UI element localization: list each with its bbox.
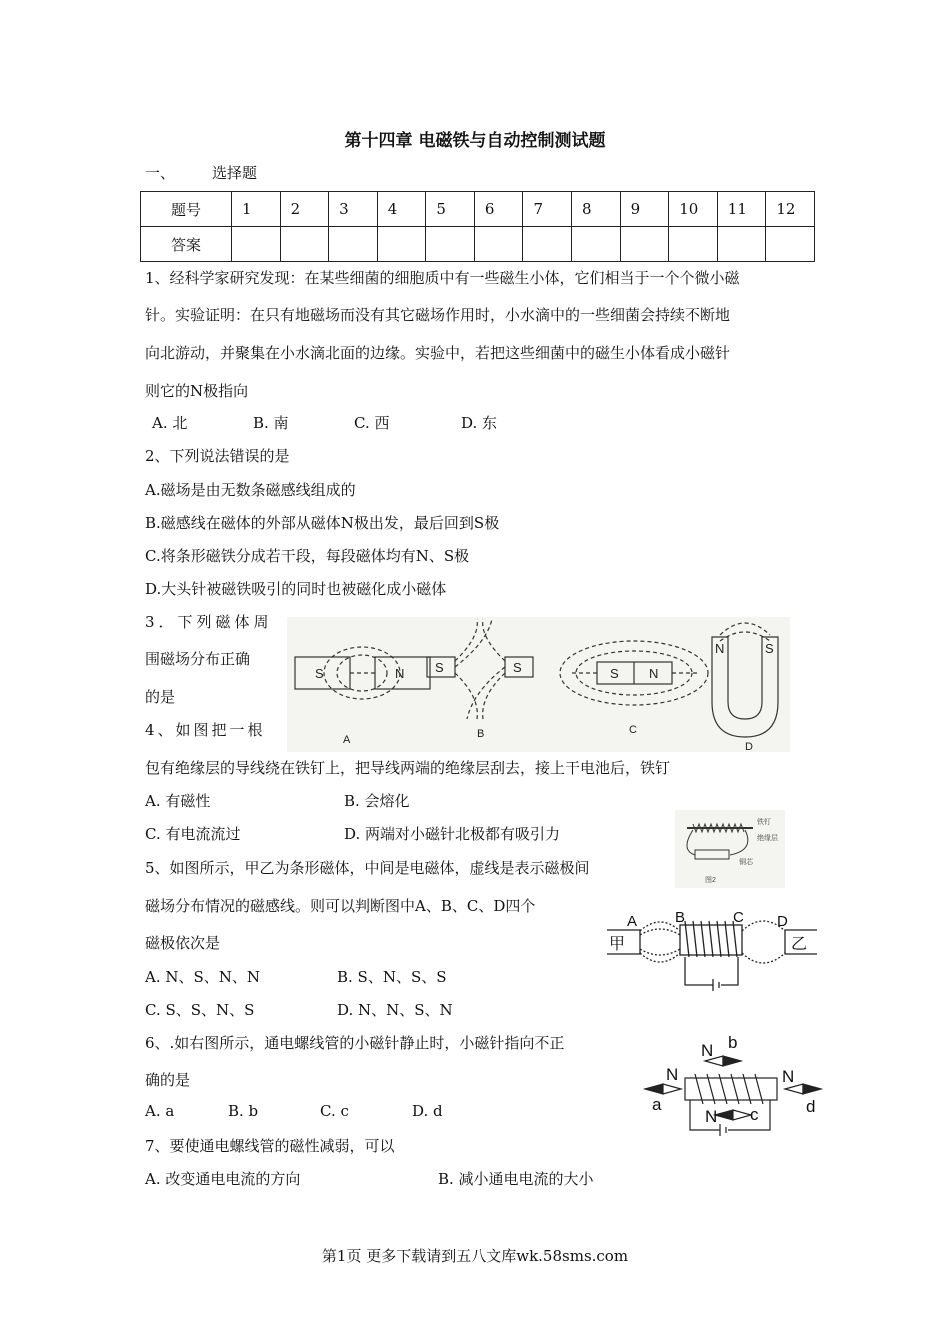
pole-label: N	[395, 666, 405, 681]
pole-label: S	[513, 660, 522, 675]
table-cell: 7	[523, 192, 572, 227]
answer-cell[interactable]	[717, 227, 766, 262]
figure-label-c: C	[629, 724, 637, 736]
table-cell: 4	[377, 192, 426, 227]
table-cell: 5	[426, 192, 475, 227]
pole-label-b: B	[675, 909, 686, 926]
needle-n-label: N	[705, 1107, 718, 1126]
answer-cell[interactable]	[523, 227, 572, 262]
q4-option-c: C. 有电流流过	[145, 825, 241, 843]
q2-option-d: D.大头针被磁铁吸引的同时也被磁化成小磁体	[145, 580, 447, 598]
answer-cell[interactable]	[426, 227, 475, 262]
q1-line: 1、经科学家研究发现：在某些细菌的细胞质中有一些磁生小体，它们相当于一个个微小磁	[145, 269, 740, 287]
answer-cell[interactable]	[377, 227, 426, 262]
q6-line: 6、.如右图所示，通电螺线管的小磁针静止时，小磁针指向不正	[145, 1034, 565, 1052]
q3-line: 的是	[145, 688, 176, 706]
answer-cell[interactable]	[620, 227, 669, 262]
q1-option-d: D. 东	[461, 414, 498, 432]
q7-option-b: B. 减小通电电流的大小	[438, 1170, 594, 1188]
answer-cell[interactable]	[280, 227, 329, 262]
table-cell: 2	[280, 192, 329, 227]
q4-option-d: D. 两端对小磁针北极都有吸引力	[344, 825, 561, 843]
q4-line: 4、如图把一根	[145, 721, 266, 739]
q1-option-c: C. 西	[354, 414, 390, 432]
q2-option-c: C.将条形磁铁分成若干段，每段磁体均有N、S极	[145, 547, 470, 565]
q1-line: 向北游动，并聚集在小水滴北面的边缘。实验中，若把这些细菌中的磁生小体看成小磁针	[145, 344, 731, 362]
magnet-label: 乙	[791, 934, 808, 953]
q4-line: 包有绝缘层的导线绕在铁钉上，把导线两端的绝缘层刮去，接上干电池后，铁钉	[145, 759, 671, 777]
needle-label-a: a	[652, 1095, 662, 1114]
q5-option-d: D. N、N、S、N	[337, 1001, 453, 1019]
q1-option-a: A. 北	[152, 414, 188, 432]
pole-label: S	[765, 641, 774, 656]
pole-label: N	[715, 641, 725, 656]
label-insulation: 绝缘层	[757, 835, 778, 842]
nail-coil-figure	[675, 810, 785, 888]
pole-label: S	[610, 666, 619, 681]
q5-option-c: C. S、S、N、S	[145, 1001, 255, 1019]
q6-option-c: C. c	[320, 1102, 349, 1120]
needle-n-label: N	[666, 1065, 679, 1084]
q1-line: 针。实验证明：在只有地磁场而没有其它磁场作用时，小水滴中的一些细菌会持续不断地	[145, 306, 731, 324]
q2-option-b: B.磁感线在磁体的外部从磁体N极出发，最后回到S极	[145, 514, 500, 532]
q6-option-d: D. d	[412, 1102, 443, 1120]
table-cell: 10	[669, 192, 718, 227]
q7-option-a: A. 改变通电电流的方向	[145, 1170, 301, 1188]
answer-table	[140, 191, 815, 262]
table-row-label: 题号	[141, 192, 232, 227]
needle-label-c: c	[750, 1105, 759, 1124]
q4-option-b: B. 会熔化	[344, 792, 410, 810]
pole-label-a: A	[627, 913, 638, 930]
q2-option-a: A.磁场是由无数条磁感线组成的	[145, 481, 356, 499]
table-cell: 3	[329, 192, 378, 227]
table-cell: 8	[572, 192, 621, 227]
answer-cell[interactable]	[232, 227, 281, 262]
pole-label-d: D	[777, 913, 788, 930]
solenoid-figure	[640, 1032, 825, 1140]
answer-cell[interactable]	[669, 227, 718, 262]
pole-label-c: C	[733, 909, 744, 926]
figure-label-a: A	[343, 734, 351, 746]
q5-option-b: B. S、N、S、S	[337, 968, 447, 986]
pole-label: N	[649, 666, 659, 681]
answer-cell[interactable]	[766, 227, 815, 262]
q7-stem: 7、要使通电螺线管的磁性减弱，可以	[145, 1137, 395, 1155]
q3-line: 围磁场分布正确	[145, 650, 251, 668]
q5-line: 5、如图所示，甲乙为条形磁体，中间是电磁体，虚线是表示磁极间	[145, 859, 590, 877]
q6-line: 确的是	[145, 1071, 191, 1089]
table-cell: 12	[766, 192, 815, 227]
q2-stem: 2、下列说法错误的是	[145, 447, 290, 465]
answer-cell[interactable]	[572, 227, 621, 262]
q4-option-a: A. 有磁性	[145, 792, 211, 810]
table-cell: 6	[474, 192, 523, 227]
electromagnet-figure	[605, 903, 820, 995]
q5-line: 磁极依次是	[145, 934, 221, 952]
page-title: 第十四章 电磁铁与自动控制测试题	[344, 131, 606, 151]
figure-label-d: D	[745, 741, 753, 752]
q6-option-b: B. b	[228, 1102, 259, 1120]
magnetic-field-figure	[287, 617, 790, 752]
q5-line: 磁场分布情况的磁感线。则可以判断图中A、B、C、D四个	[145, 897, 536, 915]
table-cell: 1	[232, 192, 281, 227]
answer-cell[interactable]	[474, 227, 523, 262]
q1-option-b: B. 南	[253, 414, 289, 432]
table-row	[141, 192, 815, 227]
table-cell: 11	[717, 192, 766, 227]
figure-caption: 图2	[705, 877, 716, 884]
figure-label-b: B	[477, 728, 485, 740]
section-name: 选择题	[212, 164, 258, 182]
q1-line: 则它的N极指向	[145, 382, 249, 400]
q3-line: 3．下列磁体周	[145, 613, 273, 631]
section-number: 一、	[145, 164, 176, 182]
magnet-label: 甲	[609, 934, 626, 953]
needle-n-label: N	[701, 1041, 714, 1060]
table-cell: 9	[620, 192, 669, 227]
needle-n-label: N	[782, 1067, 795, 1086]
pole-label: S	[315, 666, 324, 681]
needle-label-d: d	[806, 1097, 816, 1116]
label-core: 铜芯	[739, 859, 753, 866]
label-nail: 铁钉	[757, 819, 771, 826]
table-row-label: 答案	[141, 227, 232, 262]
page-footer: 第1页 更多下载请到五八文库wk.58sms.com	[321, 1247, 629, 1265]
pole-label: S	[435, 660, 444, 675]
needle-label-b: b	[728, 1033, 738, 1052]
answer-cell[interactable]	[329, 227, 378, 262]
q5-option-a: A. N、S、N、N	[145, 968, 261, 986]
table-row	[141, 227, 815, 262]
q6-option-a: A. a	[145, 1102, 175, 1120]
